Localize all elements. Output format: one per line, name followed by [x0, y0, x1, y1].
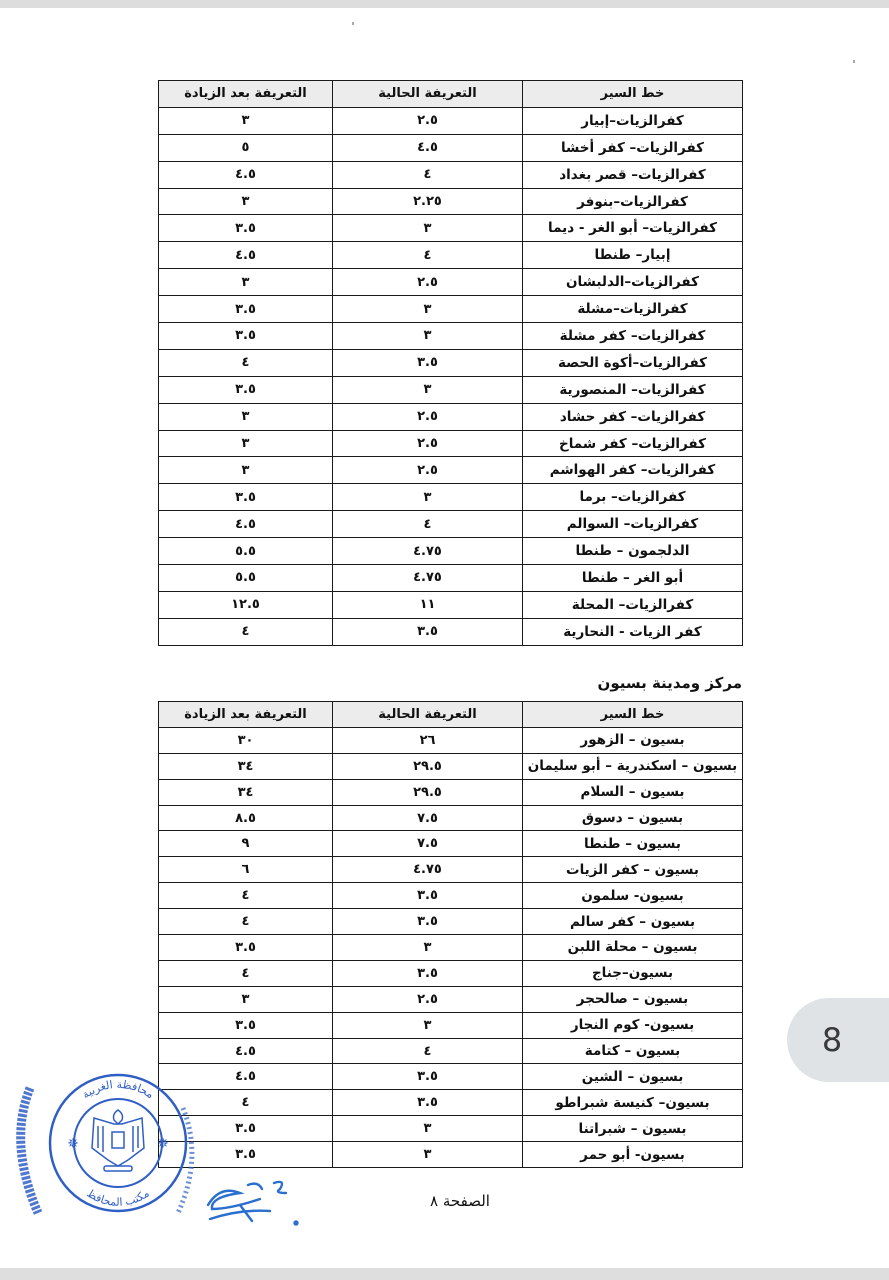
- table-row: [159, 1142, 743, 1168]
- new-fare-cell: ٣.٥: [159, 484, 333, 511]
- table-row: [159, 805, 743, 831]
- table-row: [159, 960, 743, 986]
- table-row: [159, 727, 743, 753]
- table-row: [159, 909, 743, 935]
- new-fare-cell: ٣.٥: [159, 296, 333, 323]
- new-fare-cell: ٤.٥: [159, 1064, 333, 1090]
- column-header-new-fare: التعريفة بعد الزيادة: [159, 81, 333, 108]
- current-fare-cell: ٣.٥: [333, 1064, 523, 1090]
- new-fare-cell: ٦: [159, 857, 333, 883]
- current-fare-cell: ٣.٥: [333, 349, 523, 376]
- table-row: [159, 565, 743, 592]
- current-fare-cell: ٢.٥: [333, 457, 523, 484]
- route-cell: كفرالزيات–الدلبشان: [523, 269, 743, 296]
- table-row: [159, 618, 743, 645]
- column-header-route: خط السير: [523, 702, 743, 728]
- new-fare-cell: ٤.٥: [159, 1038, 333, 1064]
- signature-icon: [200, 1175, 310, 1230]
- stamp-bottom-text: مكتب المحافظ: [84, 1186, 152, 1209]
- route-cell: بسيون – محلة اللبن: [523, 935, 743, 961]
- route-cell: كفرالزيات–بنوفر: [523, 188, 743, 215]
- route-cell: بسيون- أبو حمر: [523, 1142, 743, 1168]
- table-row: [159, 457, 743, 484]
- current-fare-cell: ٤.٥: [333, 134, 523, 161]
- route-cell: كفرالزيات– كفر حشاد: [523, 403, 743, 430]
- route-cell: كفرالزيات– المنصورية: [523, 376, 743, 403]
- current-fare-cell: ٣: [333, 484, 523, 511]
- current-fare-cell: ١١: [333, 591, 523, 618]
- route-cell: كفرالزيات– قصر بغداد: [523, 161, 743, 188]
- new-fare-cell: ٣.٥: [159, 323, 333, 350]
- new-fare-cell: ٣.٥: [159, 1142, 333, 1168]
- new-fare-cell: ٤.٥: [159, 242, 333, 269]
- route-cell: بسيون – كفر سالم: [523, 909, 743, 935]
- current-fare-cell: ٤: [333, 511, 523, 538]
- route-cell: كفرالزيات–أكوة الحصة: [523, 349, 743, 376]
- page-number-label: الصفحة ٨: [430, 1192, 490, 1210]
- route-cell: كفرالزيات– كفر الهواشم: [523, 457, 743, 484]
- fare-table-basyoun: [158, 701, 743, 1168]
- table-row: [159, 779, 743, 805]
- route-cell: كفرالزيات–إبيار: [523, 107, 743, 134]
- route-cell: كفرالزيات– كفر شماخ: [523, 430, 743, 457]
- new-fare-cell: ٣: [159, 188, 333, 215]
- table-row: [159, 134, 743, 161]
- table-row: [159, 1090, 743, 1116]
- current-fare-cell: ٣.٥: [333, 960, 523, 986]
- table-row: [159, 1116, 743, 1142]
- new-fare-cell: ٣.٥: [159, 935, 333, 961]
- route-cell: بسيون – طنطا: [523, 831, 743, 857]
- current-fare-cell: ٣: [333, 1142, 523, 1168]
- table-row: [159, 511, 743, 538]
- table-row: [159, 188, 743, 215]
- current-fare-cell: ٢٦: [333, 727, 523, 753]
- route-cell: بسيون – الزهور: [523, 727, 743, 753]
- new-fare-cell: ٤: [159, 960, 333, 986]
- current-fare-cell: ٢٩.٥: [333, 779, 523, 805]
- current-fare-cell: ٣: [333, 1012, 523, 1038]
- table-row: [159, 349, 743, 376]
- new-fare-cell: ٣٤: [159, 779, 333, 805]
- table-row: [159, 538, 743, 565]
- table-row: [159, 430, 743, 457]
- route-cell: بسيون- كوم النجار: [523, 1012, 743, 1038]
- current-fare-cell: ٤.٧٥: [333, 538, 523, 565]
- current-fare-cell: ٢.٥: [333, 430, 523, 457]
- new-fare-cell: ٥.٥: [159, 538, 333, 565]
- new-fare-cell: ٥: [159, 134, 333, 161]
- route-cell: كفرالزيات– برما: [523, 484, 743, 511]
- route-cell: كفرالزيات– كفر أخشا: [523, 134, 743, 161]
- table-row: [159, 857, 743, 883]
- current-fare-cell: ٣.٥: [333, 1090, 523, 1116]
- scan-speck: [352, 22, 354, 25]
- svg-text:✵: ✵: [67, 1136, 79, 1152]
- new-fare-cell: ٣.٥: [159, 1116, 333, 1142]
- new-fare-cell: ٩: [159, 831, 333, 857]
- new-fare-cell: ٨.٥: [159, 805, 333, 831]
- fare-table-kafr-el-zayat: [158, 80, 743, 646]
- table-row: [159, 484, 743, 511]
- current-fare-cell: ٤: [333, 161, 523, 188]
- route-cell: الدلجمون – طنطا: [523, 538, 743, 565]
- new-fare-cell: ٤: [159, 618, 333, 645]
- new-fare-cell: ٣: [159, 403, 333, 430]
- viewer-bottom-bar: [0, 1268, 889, 1280]
- new-fare-cell: ١٢.٥: [159, 591, 333, 618]
- new-fare-cell: ٣: [159, 107, 333, 134]
- route-cell: بسيون- سلمون: [523, 883, 743, 909]
- current-fare-cell: ٢.٥: [333, 107, 523, 134]
- route-cell: كفرالزيات– كفر مشلة: [523, 323, 743, 350]
- table-row: [159, 753, 743, 779]
- route-cell: كفرالزيات– المحلة: [523, 591, 743, 618]
- table-row: [159, 215, 743, 242]
- table-header-row: [159, 702, 743, 728]
- stamp-top-text: محافظة الغربية: [79, 1077, 157, 1102]
- new-fare-cell: ٣: [159, 430, 333, 457]
- table-row: [159, 1064, 743, 1090]
- new-fare-cell: ٤: [159, 1090, 333, 1116]
- table-row: [159, 242, 743, 269]
- table-row: [159, 883, 743, 909]
- table-row: [159, 1038, 743, 1064]
- current-fare-cell: ٣: [333, 1116, 523, 1142]
- new-fare-cell: ٣٠: [159, 727, 333, 753]
- scan-speck: [853, 60, 855, 63]
- current-fare-cell: ٣: [333, 215, 523, 242]
- viewer-top-bar: [0, 0, 889, 8]
- current-fare-cell: ٣.٥: [333, 883, 523, 909]
- table-row: [159, 831, 743, 857]
- svg-text:✵: ✵: [157, 1136, 169, 1152]
- route-cell: بسيون – كتامة: [523, 1038, 743, 1064]
- new-fare-cell: ٤: [159, 883, 333, 909]
- route-cell: بسيون – شبراتنا: [523, 1116, 743, 1142]
- table-row: [159, 107, 743, 134]
- new-fare-cell: ٤: [159, 909, 333, 935]
- new-fare-cell: ٣: [159, 986, 333, 1012]
- new-fare-cell: ٣.٥: [159, 1012, 333, 1038]
- new-fare-cell: ٣: [159, 269, 333, 296]
- current-fare-cell: ٢.٥: [333, 403, 523, 430]
- new-fare-cell: ٤.٥: [159, 161, 333, 188]
- current-fare-cell: ٣.٥: [333, 909, 523, 935]
- route-cell: كفرالزيات–مشلة: [523, 296, 743, 323]
- table-row: [159, 161, 743, 188]
- route-cell: كفرالزيات– أبو الغر - ديما: [523, 215, 743, 242]
- table-row: [159, 376, 743, 403]
- route-cell: بسيون – السلام: [523, 779, 743, 805]
- table-row: [159, 403, 743, 430]
- governorate-stamp-icon: [8, 1048, 208, 1228]
- route-cell: كفر الزيات - النحارية: [523, 618, 743, 645]
- route-cell: بسيون – الشين: [523, 1064, 743, 1090]
- current-fare-cell: ٧.٥: [333, 805, 523, 831]
- current-fare-cell: ٣: [333, 323, 523, 350]
- current-fare-cell: ٣: [333, 296, 523, 323]
- new-fare-cell: ٣.٥: [159, 215, 333, 242]
- current-fare-cell: ٢٩.٥: [333, 753, 523, 779]
- current-fare-cell: ٣: [333, 376, 523, 403]
- current-fare-cell: ٤.٧٥: [333, 565, 523, 592]
- section-heading-basyoun: مركز ومدينة بسيون: [597, 674, 742, 692]
- route-cell: بسيون– كنيسة شبراطو: [523, 1090, 743, 1116]
- column-header-new-fare: التعريفة بعد الزيادة: [159, 702, 333, 728]
- route-cell: بسيون–جناج: [523, 960, 743, 986]
- table-row: [159, 269, 743, 296]
- new-fare-cell: ٣: [159, 457, 333, 484]
- new-fare-cell: ٥.٥: [159, 565, 333, 592]
- current-fare-cell: ٢.٥: [333, 986, 523, 1012]
- route-cell: كفرالزيات– السوالم: [523, 511, 743, 538]
- current-fare-cell: ٤.٧٥: [333, 857, 523, 883]
- current-fare-cell: ٣.٥: [333, 618, 523, 645]
- route-cell: بسيون – صالحجر: [523, 986, 743, 1012]
- current-fare-cell: ٢.٢٥: [333, 188, 523, 215]
- current-fare-cell: ٤: [333, 242, 523, 269]
- route-cell: بسيون – اسكندرية – أبو سليمان: [523, 753, 743, 779]
- page-indicator-badge: 8: [787, 998, 889, 1082]
- new-fare-cell: ٣٤: [159, 753, 333, 779]
- table-row: [159, 935, 743, 961]
- current-fare-cell: ٣: [333, 935, 523, 961]
- route-cell: إبيار– طنطا: [523, 242, 743, 269]
- new-fare-cell: ٤: [159, 349, 333, 376]
- table-row: [159, 1012, 743, 1038]
- column-header-current-fare: التعريفة الحالية: [333, 81, 523, 108]
- route-cell: بسيون – دسوق: [523, 805, 743, 831]
- table-row: [159, 591, 743, 618]
- route-cell: أبو الغر – طنطا: [523, 565, 743, 592]
- current-fare-cell: ٤: [333, 1038, 523, 1064]
- current-fare-cell: ٧.٥: [333, 831, 523, 857]
- column-header-route: خط السير: [523, 81, 743, 108]
- table-row: [159, 986, 743, 1012]
- table-header-row: [159, 81, 743, 108]
- new-fare-cell: ٤.٥: [159, 511, 333, 538]
- current-fare-cell: ٢.٥: [333, 269, 523, 296]
- table-row: [159, 296, 743, 323]
- route-cell: بسيون – كفر الزيات: [523, 857, 743, 883]
- new-fare-cell: ٣.٥: [159, 376, 333, 403]
- column-header-current-fare: التعريفة الحالية: [333, 702, 523, 728]
- table-row: [159, 323, 743, 350]
